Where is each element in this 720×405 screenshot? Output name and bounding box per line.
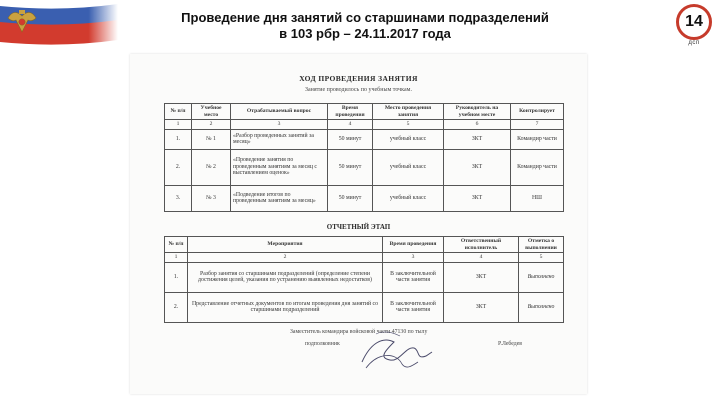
table-header-cell: Отрабатываемый вопрос [231, 104, 328, 120]
table-cell: Выполнено [519, 292, 564, 322]
lesson-progress-table [164, 103, 564, 212]
column-number: 2 [188, 253, 383, 263]
table-header-cell: № п/п [165, 104, 192, 120]
column-number: 7 [511, 120, 564, 130]
table-cell: 2. [165, 149, 192, 185]
table-header-cell: Время проведения [383, 237, 444, 253]
table-cell: 50 минут [328, 185, 373, 211]
table-header-cell: Время проведения [328, 104, 373, 120]
final-stage-table [164, 236, 564, 323]
table-header-cell: Учебное место [192, 104, 231, 120]
table-cell: НШ [511, 185, 564, 211]
table-cell: 2. [165, 292, 188, 322]
table-cell: ЗКТ [444, 262, 519, 292]
table-cell: № 1 [192, 129, 231, 149]
document-subheading: Занятие проводилось по учебным точкам. [305, 87, 412, 93]
table-cell: № 3 [192, 185, 231, 211]
russian-flag-emblem [0, 0, 118, 48]
table-cell: Командир части [511, 149, 564, 185]
column-number: 5 [519, 253, 564, 263]
column-number: 1 [165, 253, 188, 263]
slide-title [130, 10, 600, 42]
table-header-cell: Руководитель на учебном месте [444, 104, 511, 120]
table-header-row [165, 237, 564, 253]
table-header-cell: Место проведения занятия [373, 104, 444, 120]
column-number: 3 [231, 120, 328, 130]
table-cell: В заключительной части занятия [383, 262, 444, 292]
column-number: 4 [328, 120, 373, 130]
table-cell: ЗКТ [444, 292, 519, 322]
table-number-row [165, 120, 564, 130]
table-cell: «Подведение итогов по проведенным занятиям за месяц» [231, 185, 328, 211]
table-row [165, 129, 564, 149]
scanned-document [130, 54, 587, 394]
table-header-cell: Контролирует [511, 104, 564, 120]
table-cell: учебный класс [373, 149, 444, 185]
column-number: 6 [444, 120, 511, 130]
signature-position-line: Заместитель командира войсковой части 47130 по тылу [290, 329, 428, 335]
column-number: 1 [165, 120, 192, 130]
table-row [165, 149, 564, 185]
table-cell: ЗКТ [444, 149, 511, 185]
final-stage-heading: ОТЧЕТНЫЙ ЭТАП [326, 223, 391, 231]
badge-subtext: дсп [688, 40, 700, 46]
table-cell: Командир части [511, 129, 564, 149]
table-cell: «Проведение занятия по проведенным занятиям за месяц с выставлением оценок» [231, 149, 328, 185]
column-number: 3 [383, 253, 444, 263]
table-cell: Разбор занятия со старшинами подразделений (определение степени достижения целей, указания по устранению выявленных недостатков) [188, 262, 383, 292]
slide-title-line1: Проведение дня занятий со старшинами подразделений [181, 10, 549, 25]
signature-rank: подполковник [305, 341, 340, 347]
table-cell: ЗКТ [444, 185, 511, 211]
table-cell: Представление отчетных документов по итогам проведения дня занятий со старшинами подразделений [188, 292, 383, 322]
signature-scribble-icon [356, 322, 436, 376]
slide-header [0, 0, 720, 48]
column-number: 2 [192, 120, 231, 130]
table-cell: «Разбор проведенных занятий за месяц» [231, 129, 328, 149]
table-number-row [165, 253, 564, 263]
table-row [165, 262, 564, 292]
table-header-cell: Ответственный исполнитель [444, 237, 519, 253]
table-cell: Выполнено [519, 262, 564, 292]
document-heading: ХОД ПРОВЕДЕНИЯ ЗАНЯТИЯ [299, 74, 418, 83]
table-cell: учебный класс [373, 185, 444, 211]
table-header-cell: № п/п [165, 237, 188, 253]
table-cell: ЗКТ [444, 129, 511, 149]
table-cell: 1. [165, 262, 188, 292]
slide-number-badge: 14 [676, 4, 712, 40]
table-header-cell: Мероприятия [188, 237, 383, 253]
table-cell: 3. [165, 185, 192, 211]
table-row [165, 292, 564, 322]
table-cell: 50 минут [328, 129, 373, 149]
table-row [165, 185, 564, 211]
table-cell: 1. [165, 129, 192, 149]
table-header-cell: Отметка о выполнении [519, 237, 564, 253]
table-cell: В заключительной части занятия [383, 292, 444, 322]
signature-name: Р.Лебедев [498, 341, 523, 347]
slide-title-line2: в 103 рбр – 24.11.2017 года [279, 26, 451, 41]
table-cell: учебный класс [373, 129, 444, 149]
column-number: 4 [444, 253, 519, 263]
table-header-row [165, 104, 564, 120]
table-cell: 50 минут [328, 149, 373, 185]
table-cell: № 2 [192, 149, 231, 185]
column-number: 5 [373, 120, 444, 130]
